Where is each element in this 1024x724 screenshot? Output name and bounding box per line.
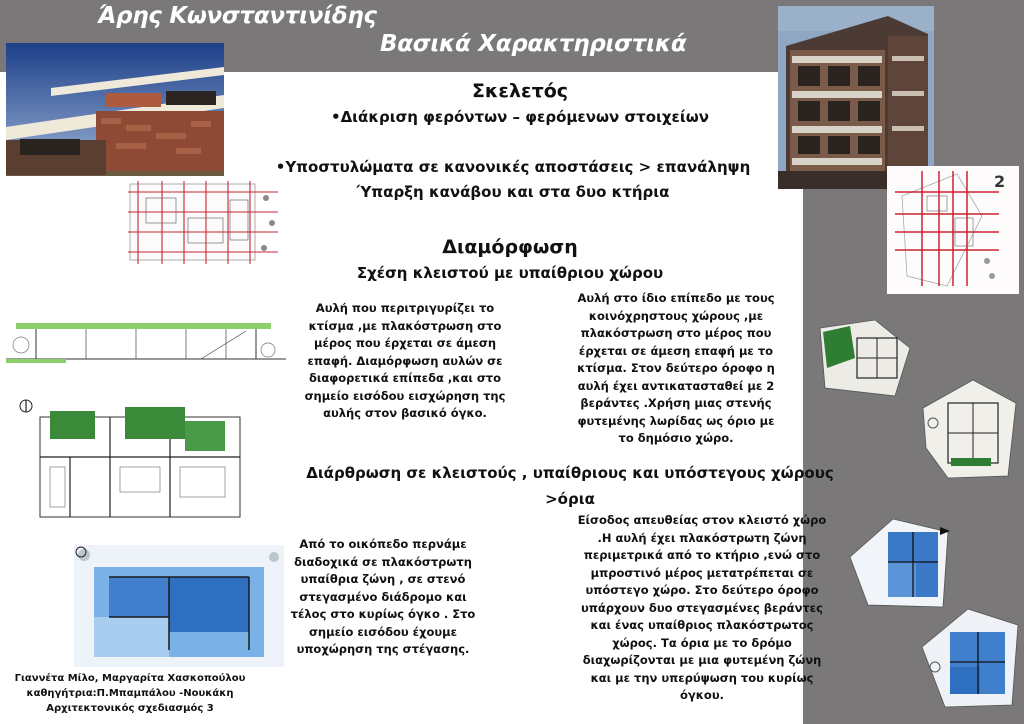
skeleton-bullet-1: •Διάκριση φερόντων – φερόμενων στοιχείων [330,108,710,126]
skeleton-bullet-2: •Υποστυλώματα σε κανονικές αποστάσεις > επανάληψη [275,158,751,176]
house-photo-right [778,6,934,189]
grid-plan-right [887,166,1019,294]
credits [8,671,252,716]
formation-left-paragraph: Αυλή που περιτριγυρίζει το κτίσμα ,με πλακόστρωση στο μέρος που έρχεται σε άμεση επαφή. Διαμόρφωση αυλών σε διαφορετικά επίπεδα ,και στο σημείο εισόδου εισχώρηση της αυλής στον βασικό όγκο. [304,301,506,420]
page-subtitle: Βασικά Χαρακτηριστικά [380,31,687,57]
formation-right-paragraph: Αυλή στο ίδιο επίπεδο με τους κοινόχρηστους χώρους ,με πλακόστρωση στο μέρος που έρχεται σε άμεση επαφή με το κτίσμα. Στον δεύτερο όροφο η αυλή έχει αντικατασταθεί με 2 βεράντες .Χρήση μιας στενής φυτεμένης λωρίδας ως όριο με το δημόσιο χώρο. [577,291,775,445]
articulation-right-paragraph: Είσοδος απευθείας στον κλειστό χώρο .Η αυλή έχει πλακόστρωτη ζώνη περιμετρικά από το κτήριο ,ενώ στο μπροστινό μέρος μετατρέπεται σε υπόστεγο χώρο. Στο δεύτερο όροφο υπάρχουν δυο στεγασμένες βεράντες και ένας υπαίθριος πλακόστρωτος χώρος. Τα όρια με το δρόμο διαχωρίζονται με μια φυτεμένη ζώνη και με την υπερύψωση του κυρίως όγκου. [577,513,827,702]
formation-heading: Διαμόρφωση [442,236,578,258]
formation-subheading: Σχέση κλειστού με υπαίθριου χώρου [356,264,664,282]
plan-blue-right-1 [848,517,956,609]
articulation-heading: Διάρθρωση σε κλειστούς , υπαίθριους και υπόστεγους χώρους [306,464,834,482]
plan-blue-left [74,545,284,667]
plan-green-right-2 [918,378,1020,482]
articulation-heading-cont: >όρια [545,490,595,508]
plan-green-courtyards [10,397,255,527]
page-title: Άρης Κωνσταντινίδης [98,3,377,29]
plan-green-right-1 [815,318,915,400]
credits-authors: Γιαννέτα Μίλο, Μαργαρίτα Χασκοπούλου [14,673,246,684]
skeleton-bullet-2-cont: Ύπαρξη κανάβου και στα δυο κτήρια [356,183,670,201]
credits-professor: καθηγήτρια:Π.Μπαμπάλου -Νουκάκη [26,688,234,699]
articulation-left-paragraph: Από το οικόπεδο περνάμε διαδοχικά σε πλακόστρωτη υπαίθρια ζώνη , σε στενό στεγασμένο διάδρομο και τέλος στο κυρίως όγκο . Στο σημείο εισόδου έχουμε υποχώρηση της στέγασης. [290,537,476,656]
skeleton-heading: Σκελετός [471,80,569,102]
plan-blue-right-2 [920,607,1020,711]
section-drawing [6,295,286,375]
credits-course: Αρχιτεκτονικός σχεδιασμός 3 [46,703,214,714]
house-photo-left [6,43,224,176]
grid-plan-left [126,178,281,266]
grid-number-label: 2 [994,172,1006,191]
